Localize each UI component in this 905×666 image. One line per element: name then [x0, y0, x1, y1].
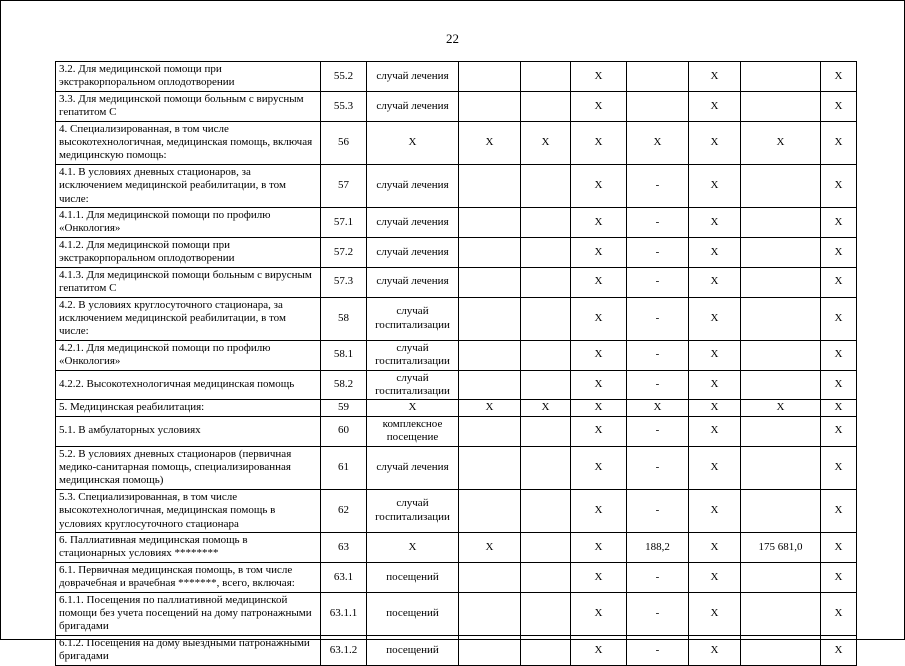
table-cell: случай лечения [367, 62, 459, 92]
table-cell [741, 208, 821, 238]
table-cell [459, 237, 521, 267]
table-cell: 57.3 [321, 267, 367, 297]
row-title-cell: 6.1. Первичная медицинская помощь, в том числе доврачебная и врачебная *******, всего, включая: [56, 562, 321, 592]
table-cell: 58.1 [321, 340, 367, 370]
table-cell [741, 416, 821, 446]
table-cell: - [627, 489, 689, 532]
table-cell: X [571, 562, 627, 592]
table-cell: X [627, 121, 689, 164]
table-cell: X [741, 400, 821, 416]
table-cell [627, 91, 689, 121]
table-cell: X [571, 121, 627, 164]
table-cell: X [821, 416, 857, 446]
table-cell [521, 208, 571, 238]
table-row [56, 635, 857, 665]
row-title-cell: 4.1. В условиях дневных стационаров, за исключением медицинской реабилитации, в том числе: [56, 164, 321, 207]
table-cell [741, 592, 821, 635]
table-cell: X [689, 297, 741, 340]
table-cell: X [571, 446, 627, 489]
page-number: 22 [446, 31, 459, 46]
table-cell: X [821, 340, 857, 370]
table-cell: X [821, 208, 857, 238]
table-cell: X [821, 370, 857, 400]
table-cell: 63.1 [321, 562, 367, 592]
table-cell: X [689, 121, 741, 164]
table-cell: случай лечения [367, 164, 459, 207]
table-cell: X [821, 635, 857, 665]
table-cell [521, 489, 571, 532]
table-cell: X [689, 446, 741, 489]
table-row [56, 62, 857, 92]
table-row [56, 533, 857, 563]
table-cell: X [571, 267, 627, 297]
table-cell: 57.2 [321, 237, 367, 267]
table-cell [459, 267, 521, 297]
table-cell [521, 370, 571, 400]
table-cell: X [689, 416, 741, 446]
table-cell: X [689, 533, 741, 563]
table-cell: - [627, 635, 689, 665]
table-cell: X [741, 121, 821, 164]
table-cell [741, 267, 821, 297]
table-cell: случай госпитализации [367, 489, 459, 532]
table-cell: случай госпитализации [367, 340, 459, 370]
table-row [56, 208, 857, 238]
table-cell: X [571, 416, 627, 446]
table-cell: X [821, 91, 857, 121]
table-cell: X [571, 62, 627, 92]
table-cell: X [689, 635, 741, 665]
table-cell [741, 62, 821, 92]
row-title-cell: 6. Паллиативная медицинская помощь в стационарных условиях ******** [56, 533, 321, 563]
table-cell: X [689, 400, 741, 416]
table-cell: 58 [321, 297, 367, 340]
table-cell [459, 208, 521, 238]
table-cell: 63.1.2 [321, 635, 367, 665]
table-cell: X [689, 208, 741, 238]
table-cell [741, 297, 821, 340]
table-cell: X [367, 400, 459, 416]
table-cell [459, 635, 521, 665]
table-row [56, 592, 857, 635]
table-cell: - [627, 370, 689, 400]
table-cell: X [571, 297, 627, 340]
row-title-cell: 4. Специализированная, в том числе высокотехнологичная, медицинская помощь, включая медицинскую помощь: [56, 121, 321, 164]
table-cell: X [571, 635, 627, 665]
table-cell: 57 [321, 164, 367, 207]
table-cell [741, 446, 821, 489]
table-cell: X [571, 400, 627, 416]
table-cell: X [571, 91, 627, 121]
table-cell: X [821, 267, 857, 297]
table-cell: X [689, 370, 741, 400]
table-cell: X [571, 533, 627, 563]
table-cell: комплексное посещение [367, 416, 459, 446]
table-row [56, 121, 857, 164]
table-cell: посещений [367, 592, 459, 635]
table-cell: X [459, 533, 521, 563]
table-cell: посещений [367, 635, 459, 665]
table-cell: - [627, 208, 689, 238]
table-cell: X [571, 340, 627, 370]
table-cell: - [627, 297, 689, 340]
table-cell: X [821, 592, 857, 635]
table-cell: случай госпитализации [367, 297, 459, 340]
table-cell: 60 [321, 416, 367, 446]
table-cell: случай лечения [367, 267, 459, 297]
table-cell [741, 489, 821, 532]
table-cell: X [571, 592, 627, 635]
table-cell: 188,2 [627, 533, 689, 563]
table-cell: 55.3 [321, 91, 367, 121]
table-row [56, 489, 857, 532]
table-cell [521, 533, 571, 563]
table-cell: X [821, 121, 857, 164]
table-cell: X [821, 446, 857, 489]
table-cell: X [571, 237, 627, 267]
table-cell: X [821, 237, 857, 267]
table-cell [521, 592, 571, 635]
row-title-cell: 5. Медицинская реабилитация: [56, 400, 321, 416]
table-cell: случай лечения [367, 446, 459, 489]
table-cell [741, 164, 821, 207]
row-title-cell: 4.1.3. Для медицинской помощи больным с вирусным гепатитом С [56, 267, 321, 297]
table-cell: 175 681,0 [741, 533, 821, 563]
table-cell: X [689, 62, 741, 92]
table-cell: X [689, 489, 741, 532]
table-cell: 63.1.1 [321, 592, 367, 635]
table-cell: - [627, 562, 689, 592]
table-row [56, 370, 857, 400]
table-body [56, 62, 857, 666]
table-cell [459, 592, 521, 635]
table-cell: X [459, 400, 521, 416]
table-cell: 57.1 [321, 208, 367, 238]
table-row [56, 297, 857, 340]
table-cell: X [571, 164, 627, 207]
row-title-cell: 4.2. В условиях круглосуточного стационара, за исключением медицинской реабилитации, в том числе: [56, 297, 321, 340]
table-cell: 62 [321, 489, 367, 532]
table-cell [521, 297, 571, 340]
table-row [56, 416, 857, 446]
table-row [56, 91, 857, 121]
row-title-cell: 3.3. Для медицинской помощи больным с вирусным гепатитом С [56, 91, 321, 121]
medical-care-volumes-table [55, 61, 857, 666]
table-cell: X [689, 91, 741, 121]
table-cell: 59 [321, 400, 367, 416]
table-row [56, 340, 857, 370]
table-cell: - [627, 446, 689, 489]
table-cell [459, 446, 521, 489]
row-title-cell: 6.1.1. Посещения по паллиативной медицинской помощи без учета посещений на дому патронажными бригадами [56, 592, 321, 635]
table-cell: X [821, 562, 857, 592]
table-cell: случай лечения [367, 237, 459, 267]
table-cell: - [627, 164, 689, 207]
table-cell [459, 562, 521, 592]
table-cell [741, 237, 821, 267]
table-cell [521, 267, 571, 297]
table-cell: X [689, 340, 741, 370]
table-row [56, 267, 857, 297]
table-cell [459, 489, 521, 532]
table-cell [741, 635, 821, 665]
table-cell: X [821, 489, 857, 532]
table-cell: - [627, 340, 689, 370]
table-cell [459, 416, 521, 446]
table-cell: X [571, 370, 627, 400]
table-cell [459, 62, 521, 92]
table-cell: X [521, 121, 571, 164]
table-cell: X [689, 592, 741, 635]
table-cell [521, 164, 571, 207]
table-cell [459, 297, 521, 340]
table-cell [521, 91, 571, 121]
table-cell: случай госпитализации [367, 370, 459, 400]
table-cell: X [821, 297, 857, 340]
table-cell [741, 91, 821, 121]
table-cell [741, 340, 821, 370]
table-cell: X [367, 533, 459, 563]
row-title-cell: 5.1. В амбулаторных условиях [56, 416, 321, 446]
table-cell: случай лечения [367, 91, 459, 121]
table-cell: 56 [321, 121, 367, 164]
table-cell [521, 62, 571, 92]
table-cell: 55.2 [321, 62, 367, 92]
row-title-cell: 3.2. Для медицинской помощи при экстракорпоральном оплодотворении [56, 62, 321, 92]
table-cell: X [367, 121, 459, 164]
table-cell [741, 562, 821, 592]
table-cell: X [689, 237, 741, 267]
table-cell: X [571, 208, 627, 238]
table-cell: X [821, 164, 857, 207]
table-cell: X [689, 562, 741, 592]
table-cell: X [571, 489, 627, 532]
table-cell: 63 [321, 533, 367, 563]
table-cell: 61 [321, 446, 367, 489]
table-cell: случай лечения [367, 208, 459, 238]
table-row [56, 237, 857, 267]
table-cell: X [821, 533, 857, 563]
table-cell: 58.2 [321, 370, 367, 400]
table-cell [459, 370, 521, 400]
row-title-cell: 4.2.1. Для медицинской помощи по профилю «Онкология» [56, 340, 321, 370]
table-cell [521, 635, 571, 665]
table-row [56, 164, 857, 207]
table-cell: X [689, 164, 741, 207]
row-title-cell: 4.1.1. Для медицинской помощи по профилю «Онкология» [56, 208, 321, 238]
table-cell [741, 370, 821, 400]
table-cell [627, 62, 689, 92]
table-cell: посещений [367, 562, 459, 592]
table-cell [521, 446, 571, 489]
table-cell: X [821, 400, 857, 416]
table-cell: - [627, 592, 689, 635]
table-cell: X [689, 267, 741, 297]
table-cell [459, 91, 521, 121]
table-cell [521, 340, 571, 370]
table-cell: - [627, 267, 689, 297]
table-cell [521, 562, 571, 592]
table-cell: X [821, 62, 857, 92]
table-cell: X [459, 121, 521, 164]
table-row [56, 446, 857, 489]
table-cell [521, 416, 571, 446]
table-cell [521, 237, 571, 267]
row-title-cell: 4.2.2. Высокотехнологичная медицинская помощь [56, 370, 321, 400]
row-title-cell: 5.2. В условиях дневных стационаров (первичная медико-санитарная помощь, специализированная медицинская помощь) [56, 446, 321, 489]
table-cell: - [627, 237, 689, 267]
table-row [56, 400, 857, 416]
row-title-cell: 5.3. Специализированная, в том числе высокотехнологичная, медицинская помощь в условиях круглосуточного стационара [56, 489, 321, 532]
table-cell: X [627, 400, 689, 416]
table-cell: X [521, 400, 571, 416]
table-row [56, 562, 857, 592]
row-title-cell: 6.1.2. Посещения на дому выездными патронажными бригадами [56, 635, 321, 665]
table-cell: - [627, 416, 689, 446]
table-cell [459, 340, 521, 370]
table-cell [459, 164, 521, 207]
row-title-cell: 4.1.2. Для медицинской помощи при экстракорпоральном оплодотворении [56, 237, 321, 267]
